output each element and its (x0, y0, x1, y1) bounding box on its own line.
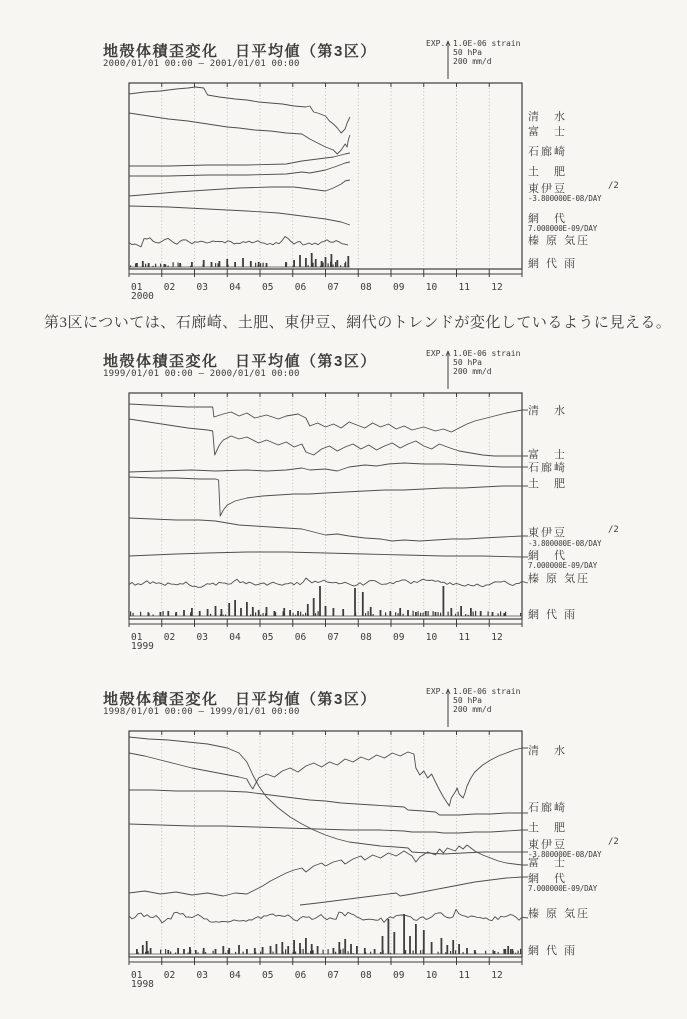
chart0-month-08: 08 (360, 282, 372, 293)
chart1-month-08: 08 (360, 632, 372, 643)
chart0-month-09: 09 (393, 282, 405, 293)
chart2-year-label: 1998 (131, 979, 154, 990)
chart1-shimizu-trace (129, 404, 528, 432)
chart2-date-range: 1998/01/01 00:00 — 1999/01/01 00:00 (103, 707, 300, 717)
chart1-exp-label: EXP. (426, 349, 446, 358)
chart1-irozaki-label: 石廊崎 (528, 462, 567, 474)
chart2-month-09: 09 (393, 970, 405, 981)
chart2-month-11: 11 (458, 970, 470, 981)
chart0-irozaki-trace (129, 153, 350, 166)
chart0-ajiro-label: 網 代 (528, 213, 567, 225)
chart2-shimizu-trace (129, 748, 528, 806)
chart2-exp-label: EXP. (426, 687, 446, 696)
chart1-date-range: 1999/01/01 00:00 — 2000/01/01 00:00 (103, 369, 300, 379)
chart1-year-label: 1999 (131, 641, 154, 652)
chart1-toi-trace (129, 477, 528, 516)
chart1-ajiro-label: 網 代 (528, 550, 567, 562)
chart0-pressure-label: 榛 原 気圧 (528, 235, 591, 247)
chart0-ajiro-trace (129, 206, 350, 225)
chart2-month-12: 12 (491, 970, 503, 981)
chart1-month-10: 10 (425, 632, 438, 643)
chart0-month-05: 05 (262, 282, 274, 293)
chart1-ajiro-trace (129, 552, 528, 557)
chart0-month-04: 04 (229, 282, 241, 293)
chart0-month-01: 01 (131, 282, 143, 293)
chart2-month-05: 05 (262, 970, 274, 981)
chart0-shimizu-trace (129, 87, 350, 133)
chart1-higashiizu-trace (129, 518, 528, 541)
chart0-exp-lines: 1.0E-06 strain 50 hPa 200 mm/d (453, 39, 521, 66)
chart0-fuji-label: 富 士 (528, 126, 567, 138)
chart2-month-04: 04 (229, 970, 241, 981)
chart0-rain-label: 網 代 雨 (528, 258, 578, 270)
chart1-month-09: 09 (393, 632, 405, 643)
chart2-month-08: 08 (360, 970, 372, 981)
chart0-haibara-pressure-trace (129, 237, 348, 247)
chart1-shimizu-label: 清 水 (528, 405, 567, 417)
chart0-irozaki-label: 石廊崎 (528, 146, 567, 158)
chart2-irozaki-trace (129, 790, 528, 815)
chart1-higashiizu-scale-note: /2 (608, 525, 619, 535)
chart2-higashiizu-trace (129, 737, 528, 854)
chart2-fuji-trace (129, 845, 528, 896)
chart0-exp-label: EXP. (426, 39, 446, 48)
chart1-month-06: 06 (294, 632, 307, 643)
chart0-higashiizu-label: 東伊豆 (528, 183, 567, 195)
chart0-month-10: 10 (425, 282, 438, 293)
chart1-chart-title: 地殻体積歪変化 日平均値（第3区） (103, 353, 377, 370)
chart2-month-02: 02 (163, 970, 176, 981)
chart1-higashiizu-label: 東伊豆 (528, 527, 567, 539)
chart0-month-12: 12 (491, 282, 503, 293)
chart2-pressure-label: 榛 原 気圧 (528, 908, 591, 920)
chart0-higashiizu-scale-note: /2 (608, 181, 619, 191)
chart1-month-07: 07 (327, 632, 339, 643)
chart1-haibara-pressure-trace (129, 578, 528, 587)
chart2-chart-title: 地殻体積歪変化 日平均値（第3区） (103, 691, 377, 708)
chart2-higashiizu-scale-note: /2 (608, 837, 619, 847)
chart0-ajiro-rate: 7.000000E-09/DAY (528, 224, 598, 233)
chart1-fuji-trace (129, 419, 528, 456)
chart1-month-01: 01 (131, 632, 143, 643)
chart1-ajiro-rate: 7.000000E-09/DAY (528, 561, 598, 570)
chart2-shimizu-label: 清 水 (528, 745, 567, 757)
chart2-month-01: 01 (131, 970, 143, 981)
chart1-exp-lines: 1.0E-06 strain 50 hPa 200 mm/d (453, 349, 521, 376)
chart2-toi-label: 土 肥 (528, 822, 567, 834)
chart1-rain-label: 網 代 雨 (528, 609, 578, 621)
chart2-higashiizu-label: 東伊豆 (528, 839, 567, 851)
chart1-fuji-label: 富 士 (528, 449, 567, 461)
chart2-haibara-pressure-trace (129, 909, 528, 923)
note-text: 第3区については、石廊崎、土肥、東伊豆、網代のトレンドが変化しているように見える。 (44, 315, 672, 331)
chart1-higashiizu-rate: -3.800000E-08/DAY (528, 539, 602, 548)
chart0-shimizu-label: 清 水 (528, 111, 567, 123)
chart2-month-10: 10 (425, 970, 438, 981)
chart2-ajiro-label: 網 代 (528, 873, 567, 885)
chart1-irozaki-trace (129, 463, 528, 472)
chart2-ajiro-trace (300, 877, 528, 905)
chart0-higashiizu-trace (129, 180, 350, 196)
chart2-month-06: 06 (294, 970, 307, 981)
chart1-month-11: 11 (458, 632, 470, 643)
chart2-month-03: 03 (196, 970, 208, 981)
chart2-irozaki-label: 石廊崎 (528, 802, 567, 814)
chart0-year-label: 2000 (131, 291, 154, 302)
chart2-higashiizu-rate: -3.800000E-08/DAY (528, 850, 602, 859)
chart0-month-11: 11 (458, 282, 470, 293)
chart2-rain-label: 網 代 雨 (528, 945, 578, 957)
chart0-fuji-trace (129, 113, 350, 154)
chart1-month-12: 12 (491, 632, 503, 643)
chart1-month-03: 03 (196, 632, 208, 643)
chart2-fuji-label: 富 士 (528, 857, 567, 869)
chart0-month-02: 02 (163, 282, 176, 293)
chart1-pressure-label: 榛 原 気圧 (528, 573, 591, 585)
chart0-month-03: 03 (196, 282, 208, 293)
chart2-ajiro-rate: 7.000000E-09/DAY (528, 884, 598, 893)
chart0-toi-label: 土 肥 (528, 166, 567, 178)
chart0-date-range: 2000/01/01 00:00 — 2001/01/01 00:00 (103, 59, 300, 69)
chart1-toi-label: 土 肥 (528, 478, 567, 490)
chart0-toi-trace (129, 162, 350, 176)
chart1-month-02: 02 (163, 632, 176, 643)
chart2-exp-lines: 1.0E-06 strain 50 hPa 200 mm/d (453, 687, 521, 714)
chart2-toi-trace (129, 824, 528, 833)
chart0-higashiizu-rate: -3.800000E-08/DAY (528, 194, 602, 203)
chart0-month-07: 07 (327, 282, 339, 293)
chart2-month-07: 07 (327, 970, 339, 981)
chart0-chart-title: 地殻体積歪変化 日平均値（第3区） (103, 43, 377, 60)
chart1-month-04: 04 (229, 632, 241, 643)
chart1-month-05: 05 (262, 632, 274, 643)
chart0-month-06: 06 (294, 282, 307, 293)
